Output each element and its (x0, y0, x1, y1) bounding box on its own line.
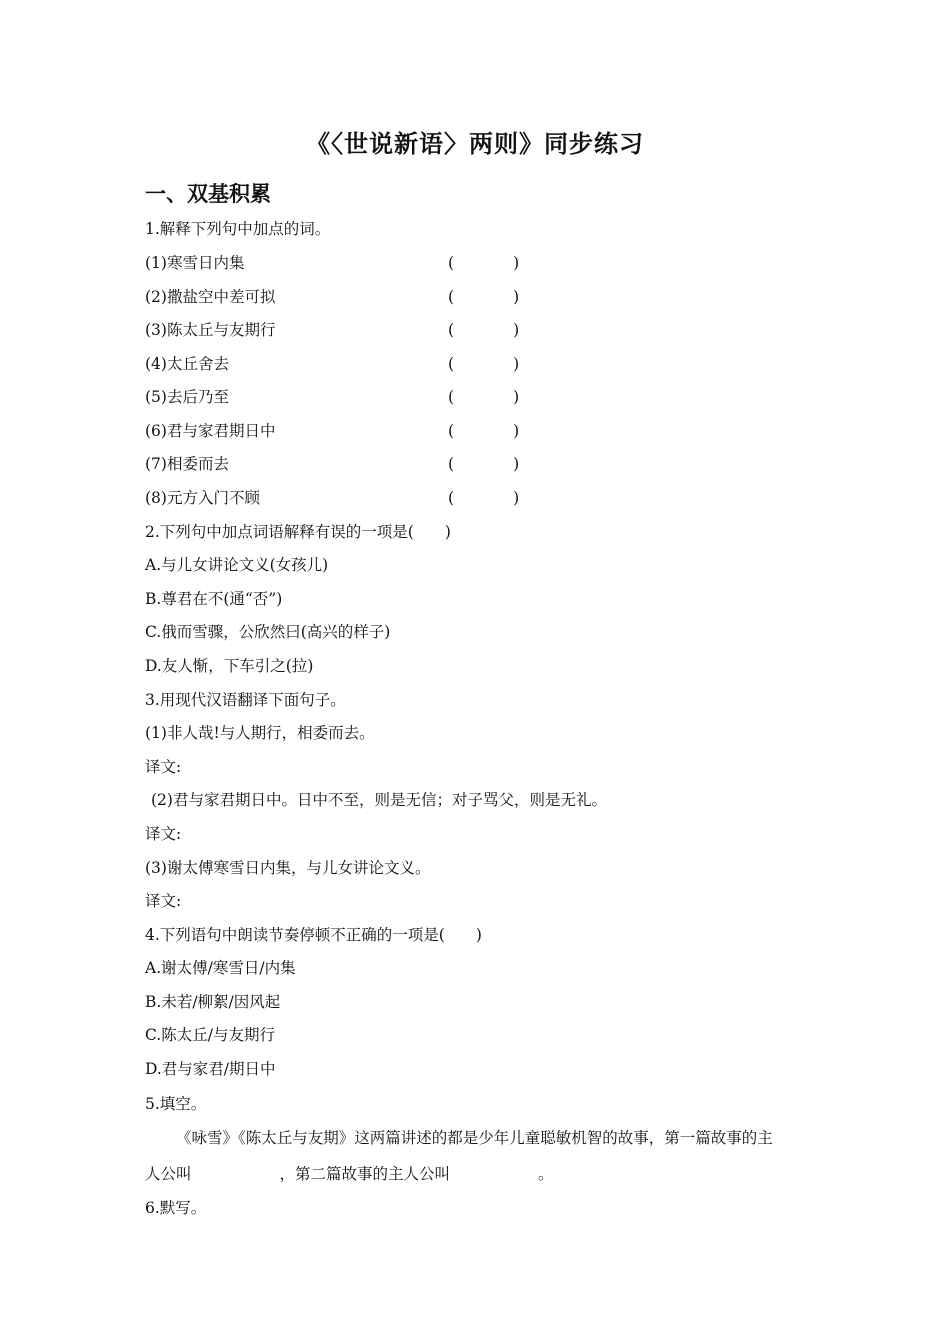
q1-answer-blank-3: ( ) (448, 321, 520, 339)
q2-option-b: B.尊君在不(通“否”) (145, 590, 283, 608)
q4-option-b: B.未若/柳絮/因风起 (145, 993, 281, 1011)
q1-item-7: (7)相委而去 (145, 455, 229, 473)
q3-translation-label-2: 译文: (145, 825, 182, 843)
q3-stem: 3.用现代汉语翻译下面句子。 (145, 691, 346, 709)
q4-option-d: D.君与家君/期日中 (145, 1060, 276, 1078)
q1-answer-blank-5: ( ) (448, 388, 520, 406)
page-title: 《〈世说新语〉两则》同步练习 (306, 130, 644, 158)
q4-option-c: C.陈太丘/与友期行 (145, 1026, 275, 1044)
q5-paragraph-line-1: 《咏雪》《陈太丘与友期》这两篇讲述的都是少年儿童聪敏机智的故事，第一篇故事的主 (176, 1129, 773, 1147)
q1-stem: 1.解释下列句中加点的词。 (145, 220, 331, 238)
q2-stem: 2.下列句中加点词语解释有误的一项是( ) (145, 523, 451, 541)
q3-sentence-3: (3)谢太傅寒雪日内集，与儿女讲论文义。 (145, 859, 431, 877)
q2-option-d: D.友人惭，下车引之(拉) (145, 657, 314, 675)
q1-answer-blank-1: ( ) (448, 254, 520, 272)
q1-answer-blank-8: ( ) (448, 489, 520, 507)
q4-stem: 4.下列语句中朗读节奏停顿不正确的一项是( ) (145, 926, 482, 944)
q1-item-1: (1)寒雪日内集 (145, 254, 245, 272)
q6-stem: 6.默写。 (145, 1199, 207, 1217)
q1-answer-blank-7: ( ) (448, 455, 520, 473)
q4-option-a: A.谢太傅/寒雪日/内集 (145, 959, 296, 977)
q1-item-6: (6)君与家君期日中 (145, 422, 276, 440)
q1-item-2: (2)撒盐空中差可拟 (145, 288, 276, 306)
q1-item-3: (3)陈太丘与友期行 (145, 321, 276, 339)
q1-answer-blank-4: ( ) (448, 355, 520, 373)
q1-answer-blank-6: ( ) (448, 422, 520, 440)
q2-option-c: C.俄而雪骤，公欣然曰(高兴的样子) (145, 623, 391, 641)
q5-text-a: 人公叫 (145, 1165, 192, 1183)
q5-text-b: ，第二篇故事的主人公叫 (279, 1165, 451, 1183)
q2-option-a: A.与儿女讲论文义(女孩儿) (145, 556, 329, 574)
q1-item-4: (4)太丘舍去 (145, 355, 229, 373)
q3-translation-label-3: 译文: (145, 892, 182, 910)
section-heading-basics: 一、双基积累 (145, 182, 271, 206)
q5-text-c: 。 (538, 1165, 554, 1183)
q1-item-5: (5)去后乃至 (145, 388, 229, 406)
q1-item-8: (8)元方入门不顾 (145, 489, 260, 507)
q1-answer-blank-2: ( ) (448, 288, 520, 306)
q3-sentence-1: (1)非人哉!与人期行，相委而去。 (145, 724, 375, 742)
q5-paragraph-line-2 (145, 1164, 554, 1184)
q3-sentence-2: (2)君与家君期日中。日中不至，则是无信；对子骂父，则是无礼。 (151, 791, 607, 809)
q5-stem: 5.填空。 (145, 1095, 207, 1113)
q3-translation-label-1: 译文: (145, 758, 182, 776)
